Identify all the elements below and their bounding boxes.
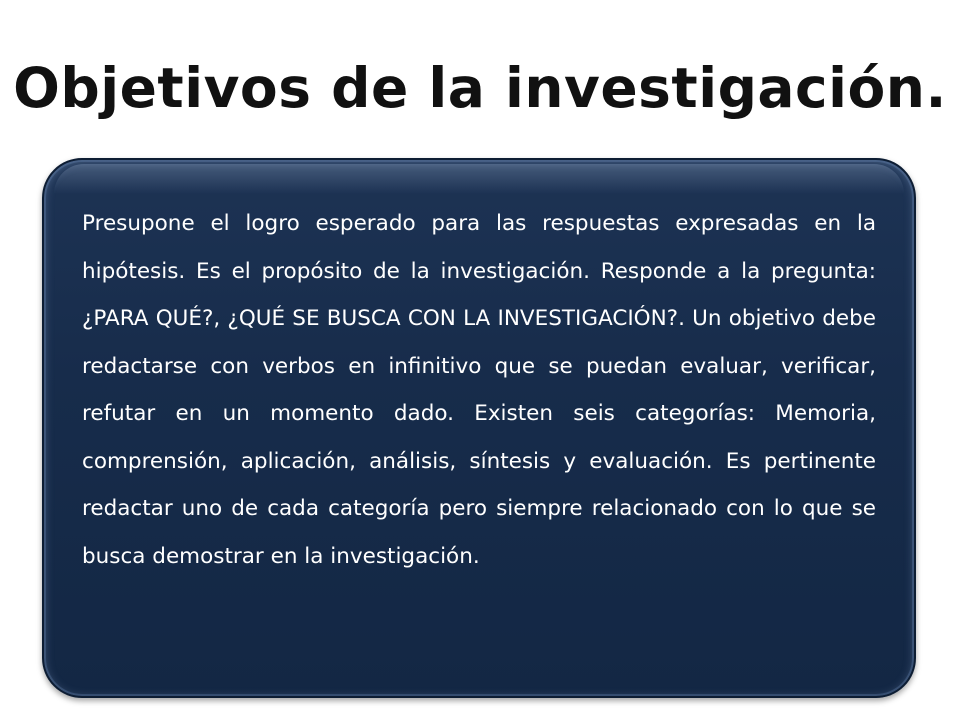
content-box [42,158,916,698]
slide-title: Objetivos de la investigación. [13,56,947,120]
body-text: Presupone el logro esperado para las respuestas expresadas en la hipótesis. Es el propósito de la investigación. Responde a la pregunta: ¿PARA QUÉ?, ¿QUÉ SE BUSCA CON LA INVESTIGACIÓN?. Un objetivo debe redactarse con verbos en infinitivo que se puedan evaluar, verificar, refutar en un momento dado. Existen seis categorías: Memoria, comprensión, aplicación, análisis, síntesis y evaluación. Es pertinente redactar uno de cada categoría pero siempre relacionado con lo que se busca demostrar en la investigación. [82,211,876,569]
